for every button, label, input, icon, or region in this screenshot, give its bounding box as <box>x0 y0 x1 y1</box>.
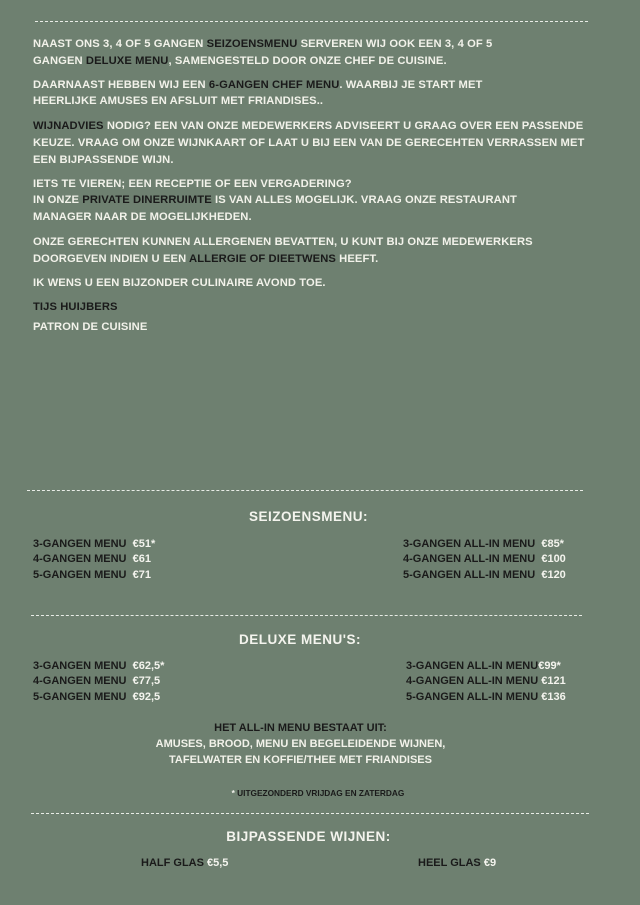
deluxe-left <box>33 659 164 705</box>
intro-text <box>33 36 593 336</box>
intro-paragraph-chef-menu: DAARNAAST HEBBEN WIJ EEN 6-GANGEN CHEF MENU. WAARBIJ JE START MET HEERLIJKE AMUSES EN AFSLUIT MET FRIANDISES.. <box>33 78 483 108</box>
intro-paragraph-menus: NAAST ONS 3, 4 OF 5 GANGEN SEIZOENSMENU SERVEREN WIJ OOK EEN 3, 4 OF 5 GANGEN DELUXE MENU, SAMENGESTELD DOOR ONZE CHEF DE CUISINE. <box>33 38 493 67</box>
highlight-deluxe-menu: DELUXE MENU <box>85 54 169 67</box>
divider-deluxe <box>31 615 582 616</box>
intro-paragraph-wine: WIJNADVIES NODIG? EEN VAN ONZE MEDEWERKERS ADVISEERT U GRAAG OVER EEN PASSENDE KEUZE. VRAAG OM ONZE WIJNKAART OF LAAT U BIJ EEN VAN DE GERECEHTEN VERRASSEN MET EEN BIJPASSENDE WIJN. <box>33 120 585 166</box>
signature-title: PATRON DE CUISINE <box>33 321 148 334</box>
divider-wines <box>31 813 589 814</box>
all-in-heading: HET ALL-IN MENU BESTAAT UIT: <box>214 722 387 734</box>
all-in-description <box>0 720 601 768</box>
menu-row: 3-GANGEN ALL-IN MENU€99* <box>406 660 561 672</box>
intro-paragraph-celebrate-heading: IETS TE VIEREN; EEN RECEPTIE OF EEN VERGADERING? <box>33 177 352 190</box>
all-in-line: AMUSES, BROOD, MENU EN BEGELEIDENDE WIJNEN, <box>155 738 446 750</box>
highlight-wijnadvies: WIJNADVIES <box>33 120 104 133</box>
menu-row: 3-GANGEN ALL-IN MENU €85* <box>403 538 564 550</box>
wine-full-glass: HEEL GLAS €9 <box>418 857 497 869</box>
menu-row: 4-GANGEN ALL-IN MENU €100 <box>403 553 566 566</box>
seizoensmenu-left <box>33 537 155 583</box>
menu-row: 4-GANGEN MENU €61 <box>33 553 151 566</box>
menu-row: 5-GANGEN MENU €92,5 <box>33 690 161 703</box>
menu-row: 4-GANGEN ALL-IN MENU €121 <box>406 675 566 688</box>
deluxe-title: DELUXE MENU'S: <box>239 632 361 647</box>
divider-seizoensmenu <box>27 490 583 491</box>
highlight-seizoensmenu: SEIZOENSMENU <box>206 38 298 50</box>
menu-row: 5-GANGEN ALL-IN MENU €136 <box>406 690 566 703</box>
deluxe-right <box>406 659 566 705</box>
menu-row: 3-GANGEN MENU €62,5* <box>33 660 165 672</box>
highlight-chef-menu: 6-GANGEN CHEF MENU <box>208 78 340 91</box>
intro-paragraph-allergens: ONZE GERECHTEN KUNNEN ALLERGENEN BEVATTEN, U KUNT BIJ ONZE MEDEWERKERS DOORGEVEN INDIEN U EEN ALLERGIE OF DIEETWENS HEEFT. <box>33 235 533 265</box>
highlight-allergie: ALLERGIE OF DIEETWENS <box>189 252 336 265</box>
menu-row: 5-GANGEN ALL-IN MENU €120 <box>403 568 566 581</box>
highlight-private-dinerruimte: PRIVATE DINERRUIMTE <box>82 194 212 207</box>
signature-name: TIJS HUIJBERS <box>33 301 118 314</box>
menu-row: 4-GANGEN MENU €77,5 <box>33 675 161 688</box>
wines-title: BIJPASSENDE WIJNEN: <box>226 829 391 844</box>
menu-row: 5-GANGEN MENU €71 <box>33 568 151 581</box>
seizoensmenu-title: SEIZOENSMENU: <box>248 509 368 524</box>
footnote-star: * <box>231 788 235 798</box>
all-in-line: TAFELWATER EN KOFFIE/THEE MET FRIANDISES <box>169 754 432 766</box>
wine-half-glass: HALF GLAS €5,5 <box>141 857 229 869</box>
divider-top <box>35 21 588 22</box>
footnote <box>0 788 636 798</box>
seizoensmenu-right <box>403 537 566 583</box>
footnote-text: UITGEZONDERD VRIJDAG EN ZATERDAG <box>234 788 405 798</box>
intro-paragraph-private-dining: IN ONZE PRIVATE DINERRUIMTE IS VAN ALLES MOGELIJK. VRAAG ONZE RESTAURANT MANAGER NAAR DE MOGELIJKHEDEN. <box>33 194 517 224</box>
menu-row: 3-GANGEN MENU €51* <box>33 538 156 550</box>
intro-paragraph-closing: IK WENS U EEN BIJZONDER CULINAIRE AVOND TOE. <box>33 276 326 289</box>
